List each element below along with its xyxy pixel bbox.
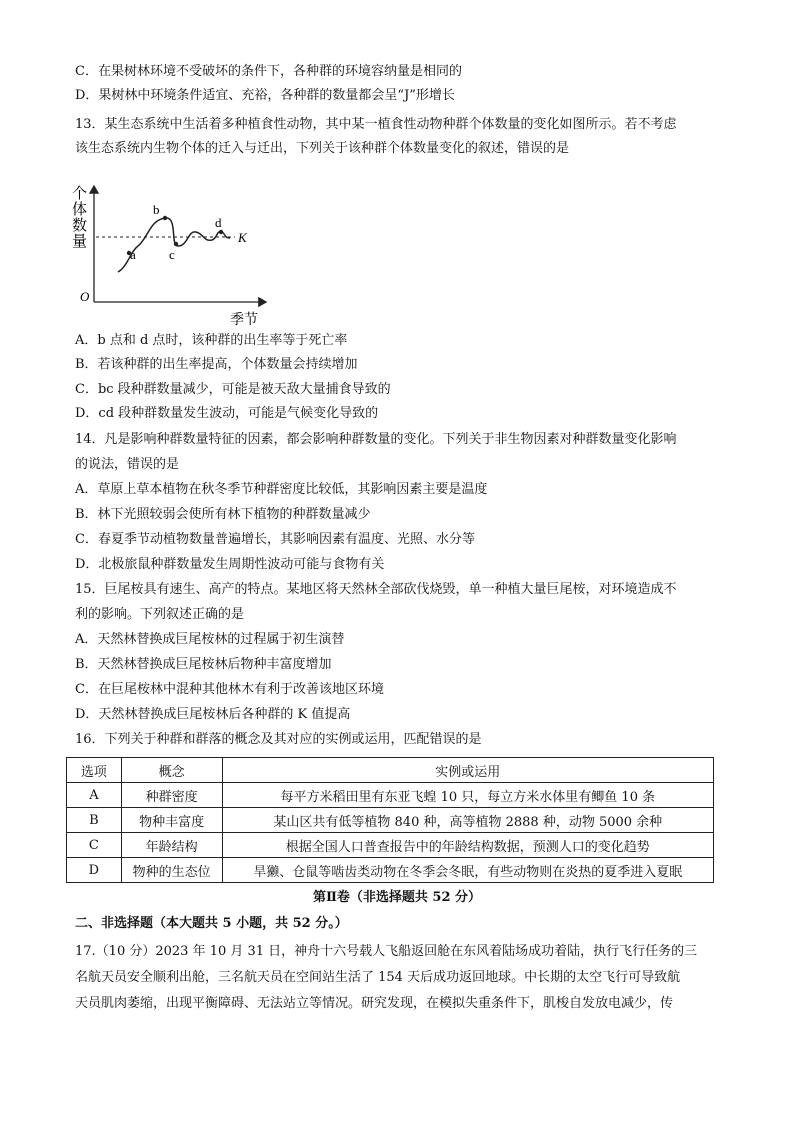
table-header: 实例或运用: [222, 758, 713, 783]
point-b-label: b: [153, 202, 160, 217]
population-graph: [70, 180, 280, 330]
q13-option-c: C．bc 段种群数量减少，可能是被天敌大量捕食导致的: [75, 382, 391, 397]
q14-option-a: A．草原上草本植物在秋冬季节种群密度比较低，其影响因素主要是温度: [75, 482, 488, 497]
table-row: [67, 783, 714, 808]
question-17-line-1: 17.（10 分）2023 年 10 月 31 日，神舟十六号载人飞船返回舱在东风着陆场成功着陆，执行飞行任务的三: [75, 944, 698, 959]
table-cell: 物种丰富度: [121, 808, 222, 833]
point-b: [163, 216, 167, 220]
table-cell: A: [67, 783, 122, 808]
question-13-stem: 13．某生态系统中生活着多种植食性动物，其中某一植食性动物种群个体数量的变化如图所示。若不考虑: [75, 117, 677, 132]
y-label-1: 个: [72, 186, 88, 202]
point-c-label: c: [169, 247, 175, 262]
question-16-stem: 16．下列关于种群和群落的概念及其对应的实例或运用，匹配错误的是: [75, 732, 482, 747]
table-cell: 年龄结构: [121, 833, 222, 858]
table-cell: 每平方米稻田里有东亚飞蝗 10 只，每立方米水体里有鲫鱼 10 条: [222, 783, 713, 808]
table-cell: 某山区共有低等植物 840 种，高等植物 2888 种，动物 5000 余种: [222, 808, 713, 833]
k-label: K: [238, 230, 247, 245]
x-axis-label: 季节: [230, 313, 258, 328]
question-14-stem: 14．凡是影响种群数量特征的因素，都会影响种群数量的变化。下列关于非生物因素对种群数量变化影响: [75, 432, 677, 447]
population-curve: [118, 218, 230, 272]
question-17-line-2: 名航天员安全顺利出舱，三名航天员在空间站生活了 154 天后成功返回地球。中长期的太空飞行可导致航: [75, 970, 681, 985]
point-d-label: d: [215, 215, 222, 230]
table-header: 选项: [67, 758, 122, 783]
question-13-stem-cont: 该生态系统内生物个体的迁入与迁出，下列关于该种群个体数量变化的叙述，错误的是: [75, 141, 570, 156]
point-a-label: a: [130, 247, 136, 262]
origin-label: O: [80, 289, 90, 304]
table-cell: 物种的生态位: [121, 858, 222, 883]
table-row: [67, 808, 714, 833]
q13-option-a: A．b 点和 d 点时，该种群的出生率等于死亡率: [75, 333, 348, 348]
question-15-stem-cont: 利的影响。下列叙述正确的是: [75, 607, 245, 622]
point-d: [219, 230, 223, 234]
table-cell: 旱獭、仓鼠等啮齿类动物在冬季会冬眠，有些动物则在炎热的夏季进入夏眠: [222, 858, 713, 883]
question-17-line-3: 天员肌肉萎缩，出现平衡障碍、无法站立等情况。研究发现，在模拟失重条件下，肌梭自发放电减少，传: [75, 996, 674, 1011]
q15-option-c: C．在巨尾桉林中混种其他林木有利于改善该地区环境: [75, 682, 384, 697]
q13-option-b: B．若该种群的出生率提高，个体数量会持续增加: [75, 357, 358, 372]
q15-option-d: D．天然林替换成巨尾桉林后各种群的 K 值提高: [75, 707, 351, 722]
option-d-q12: D．果树林中环境条件适宜、充裕，各种群的数量都会呈“J”形增长: [75, 88, 455, 103]
q14-option-b: B．林下光照较弱会使所有林下植物的种群数量减少: [75, 507, 371, 522]
question-14-stem-cont: 的说法，错误的是: [75, 457, 180, 472]
table-cell: D: [67, 858, 122, 883]
concept-table: [66, 757, 714, 883]
table-cell: 种群密度: [121, 783, 222, 808]
y-label-4: 量: [72, 234, 88, 250]
table-row: [67, 833, 714, 858]
section-title: 第Ⅱ卷（非选择题共 52 分）: [312, 890, 482, 905]
question-15-stem: 15．巨尾桉具有速生、高产的特点。某地区将天然林全部砍伐烧毁，单一种植大量巨尾桉，对环境造成不: [75, 582, 677, 597]
table-header-row: [67, 758, 714, 783]
y-label-2: 体: [72, 202, 88, 218]
q15-option-b: B．天然林替换成巨尾桉林后物种丰富度增加: [75, 657, 332, 672]
q15-option-a: A．天然林替换成巨尾桉林的过程属于初生演替: [75, 632, 345, 647]
point-c: [174, 242, 178, 246]
table-cell: 根据全国人口普查报告中的年龄结构数据，预测人口的变化趋势: [222, 833, 713, 858]
y-label-3: 数: [72, 218, 88, 234]
q14-option-d: D．北极旅鼠种群数量发生周期性波动可能与食物有关: [75, 557, 385, 572]
table-cell: B: [67, 808, 122, 833]
table-header: 概念: [121, 758, 222, 783]
table-row: [67, 858, 714, 883]
q13-option-d: D．cd 段种群数量发生波动，可能是气候变化导致的: [75, 406, 379, 421]
q14-option-c: C．春夏季节动植物数量普遍增长，其影响因素有温度、光照、水分等: [75, 532, 475, 547]
option-c-q12: C．在果树林环境不受破坏的条件下，各种群的环境容纳量是相同的: [75, 64, 462, 79]
section-heading: 二、非选择题（本大题共 5 小题，共 52 分。）: [75, 916, 348, 931]
table-cell: C: [67, 833, 122, 858]
